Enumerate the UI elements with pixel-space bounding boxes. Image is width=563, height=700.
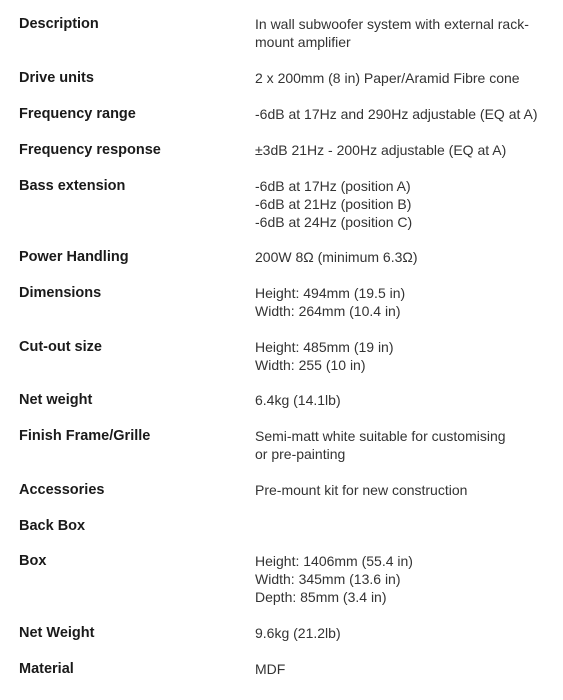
spec-value-line: Semi-matt white suitable for customising [255,428,506,444]
spec-value [255,552,555,606]
spec-value-line: MDF [255,661,286,677]
spec-label: Drive units [19,70,94,86]
spec-value-line: Height: 485mm (19 in) [255,339,394,355]
spec-value-line: Width: 255 (10 in) [255,357,366,373]
spec-value-line: Height: 1406mm (55.4 in) [255,553,413,569]
spec-value-line: 9.6kg (21.2lb) [255,625,341,641]
spec-value [255,141,555,159]
spec-label: Frequency response [19,142,161,158]
spec-label: Material [19,661,74,677]
spec-label: Cut-out size [19,339,102,355]
spec-value-line: 6.4kg (14.1lb) [255,392,341,408]
spec-value-line: or pre-painting [255,446,346,462]
spec-value-line: Width: 264mm (10.4 in) [255,303,401,319]
spec-value-line: In wall subwoofer system with external rack- [255,16,529,32]
spec-section-heading: Back Box [19,518,86,534]
spec-value [255,105,555,123]
spec-value-line: -6dB at 17Hz and 290Hz adjustable (EQ at A) [255,106,538,122]
spec-value [255,338,555,374]
spec-label: Accessories [19,482,105,498]
spec-label: Frequency range [19,106,136,122]
spec-label: Net Weight [19,625,95,641]
spec-value-line: Width: 345mm (13.6 in) [255,571,401,587]
spec-value-line: Height: 494mm (19.5 in) [255,285,406,301]
spec-value-line: Pre-mount kit for new construction [255,482,468,498]
spec-value [255,15,555,51]
spec-value [255,624,555,642]
spec-value-line: -6dB at 21Hz (position B) [255,196,412,212]
spec-label: Box [19,553,47,569]
spec-label: Dimensions [19,285,102,301]
spec-value-line: 2 x 200mm (8 in) Paper/Aramid Fibre cone [255,70,520,86]
spec-label: Finish Frame/Grille [19,428,151,444]
spec-value-line: ±3dB 21Hz - 200Hz adjustable (EQ at A) [255,142,507,158]
spec-value [255,427,555,463]
spec-value-line: 200W 8Ω (minimum 6.3Ω) [255,249,418,265]
spec-label: Bass extension [19,178,126,194]
spec-value [255,481,555,499]
spec-label: Description [19,16,99,32]
spec-value-line: mount amplifier [255,34,351,50]
spec-value-line: -6dB at 24Hz (position C) [255,214,413,230]
spec-value [255,660,555,678]
spec-value-line: -6dB at 17Hz (position A) [255,178,411,194]
spec-value [255,69,555,87]
spec-value-line: Depth: 85mm (3.4 in) [255,589,387,605]
spec-value [255,284,555,320]
spec-value [255,177,555,231]
spec-label: Power Handling [19,249,129,265]
spec-value [255,248,555,266]
spec-value [255,391,555,409]
spec-label: Net weight [19,392,93,408]
